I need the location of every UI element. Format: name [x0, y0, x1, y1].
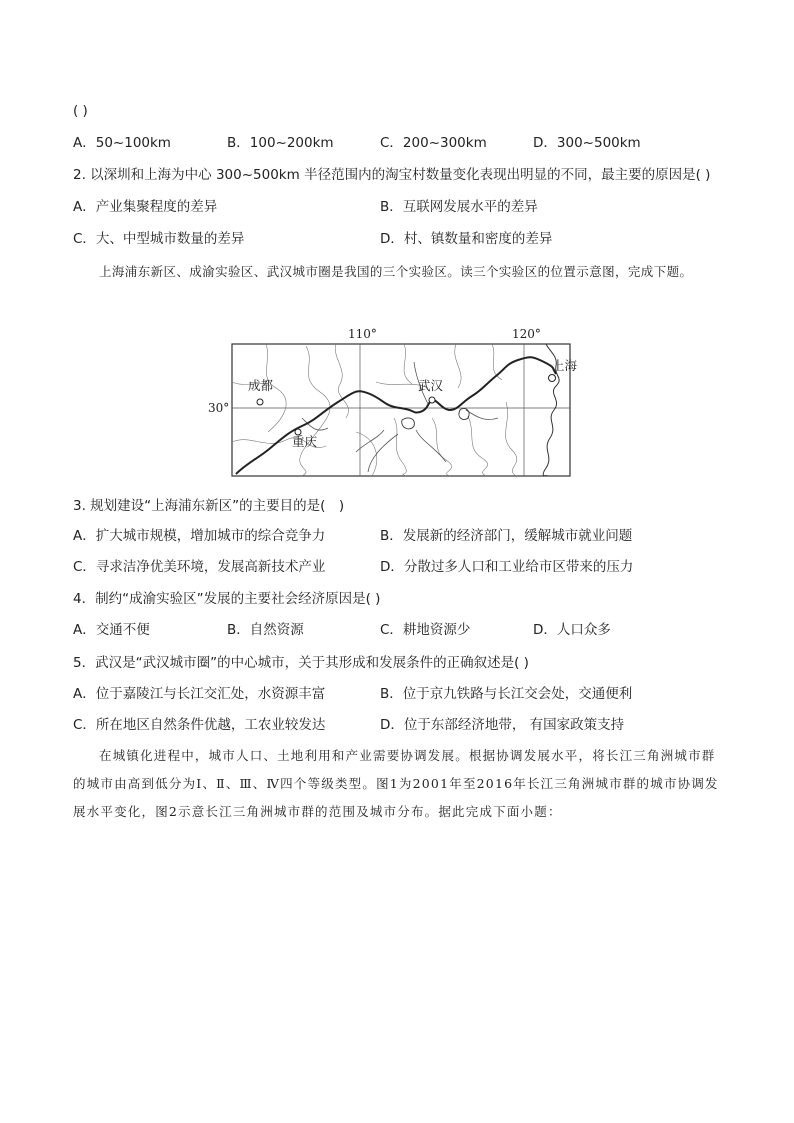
- q3-stem: 3. 规划建设“上海浦东新区”的主要目的是( ): [73, 498, 345, 514]
- q2-option-d: D．村、镇数量和密度的差异: [380, 231, 553, 247]
- q5-option-c: C．所在地区自然条件优越，工农业较发达: [73, 717, 326, 733]
- province-boundaries: [232, 344, 517, 476]
- q5-stem: 5．武汉是“武汉城市圈”的中心城市，关于其形成和发展条件的正确叙述是( ): [73, 655, 529, 671]
- q3-option-c: C．寻求洁净优美环境，发展高新技术产业: [73, 559, 326, 575]
- chengdu-marker: [257, 399, 263, 405]
- map-frame: [232, 344, 570, 476]
- q3-option-b: B．发展新的经济部门，缓解城市就业问题: [380, 528, 633, 544]
- q2-stem: 2. 以深圳和上海为中心 300~500km 半径范围内的淘宝村数量变化表现出明显的不同，最主要的原因是( ): [73, 167, 711, 183]
- wuhan-label: 武汉: [418, 378, 444, 393]
- q4-option-c: C．耕地资源少: [380, 622, 471, 638]
- q4-option-a: A．交通不便: [73, 622, 150, 638]
- q5-option-a: A．位于嘉陵江与长江交汇处，水资源丰富: [73, 686, 326, 702]
- chengdu-label: 成都: [248, 378, 274, 393]
- q4-stem: 4．制约“成渝实验区”发展的主要社会经济原因是( ): [73, 591, 381, 607]
- passage-yangtze-delta: 在城镇化进程中，城市人口、土地利用和产业需要协调发展。根据协调发展水平，将长江三角洲城市群的城市由高到低分为Ⅰ、Ⅱ、Ⅲ、Ⅳ四个等级类型。图1为2001年至2016年长江三角洲城市群的城市协调发展水平变化，图2示意长江三角洲城市群的范围及城市分布。据此完成下面小题：: [73, 748, 719, 819]
- q2-option-b: B．互联网发展水平的差异: [380, 199, 538, 215]
- q1-paren: ( ): [73, 103, 88, 119]
- q3-option-a: A．扩大城市规模，增加城市的综合竞争力: [73, 528, 326, 544]
- q1-option-c: C．200~300km: [380, 135, 487, 151]
- dongting-lake: [402, 418, 415, 429]
- q2-option-a: A．产业集聚程度的差异: [73, 199, 218, 215]
- wuhan-marker: [429, 397, 435, 403]
- shanghai-label: 上海: [552, 358, 578, 373]
- shanghai-marker: [549, 375, 556, 382]
- yangtze-river: [236, 357, 556, 474]
- location-map: [206, 322, 582, 480]
- latitude-30-label: 30°: [208, 401, 230, 415]
- q2-option-c: C．大、中型城市数量的差异: [73, 231, 245, 247]
- q5-option-b: B．位于京九铁路与长江交会处，交通便利: [380, 686, 633, 702]
- q4-option-b: B．自然资源: [227, 622, 304, 638]
- longitude-120-label: 120°: [512, 327, 541, 341]
- poyang-lake: [459, 408, 469, 419]
- q5-option-d: D．位于东部经济地带， 有国家政策支持: [380, 717, 625, 733]
- q3-option-d: D．分散过多人口和工业给市区带来的压力: [380, 559, 634, 575]
- q1-option-b: B．100~200km: [227, 135, 334, 151]
- chongqing-label: 重庆: [292, 434, 318, 449]
- longitude-110-label: 110°: [348, 327, 377, 341]
- q4-option-d: D．人口众多: [533, 622, 611, 638]
- passage-experimental-zones: 上海浦东新区、成渝实验区、武汉城市圈是我国的三个实验区。读三个实验区的位置示意图，完成下题。: [99, 264, 693, 279]
- q1-option-a: A．50~100km: [73, 135, 171, 151]
- q1-option-d: D．300~500km: [533, 135, 641, 151]
